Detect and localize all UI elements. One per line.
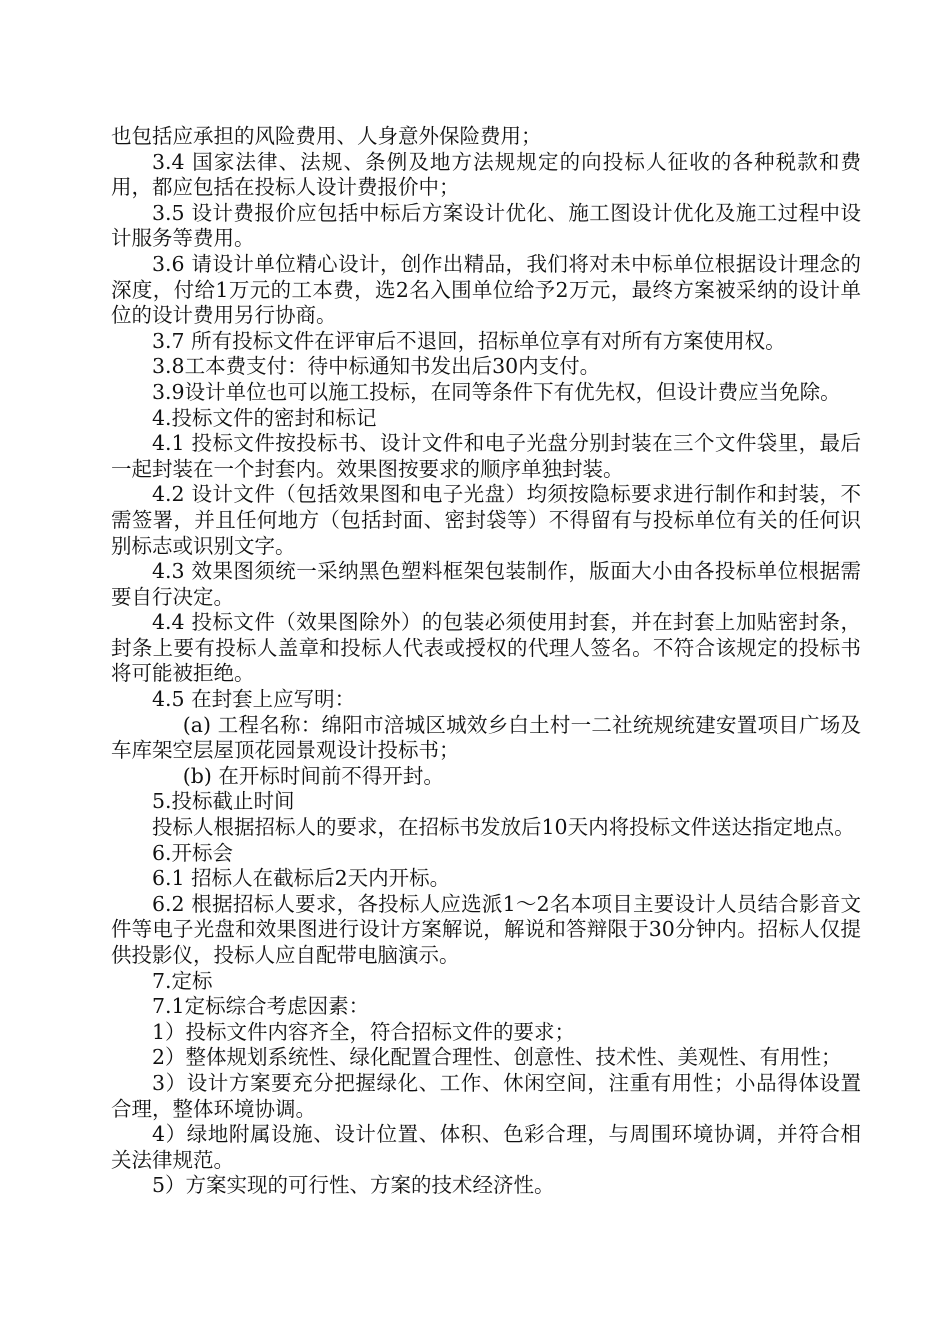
list-item-7-1-1: 1）投标文件内容齐全，符合招标文件的要求； (152, 1019, 576, 1044)
list-item-7-1-5: 5）方案实现的可行性、方案的技术经济性。 (152, 1173, 555, 1198)
section-heading-6: 6.开标会 (152, 840, 234, 865)
paragraph-4-3: 4.3 效果图须统一采纳黑色塑料框架包装制作，版面大小由各投标单位根据需要自行决定。 (111, 559, 861, 609)
paragraph-3-5: 3.5 设计费报价应包括中标后方案设计优化、施工图设计优化及施工过程中设计服务等费用。 (111, 200, 861, 251)
paragraph-4-1: 4.1 投标文件按投标书、设计文件和电子光盘分别封装在三个文件袋里，最后一起封装在一个封套内。效果图按要求的顺序单独封装。 (111, 431, 861, 481)
paragraph-4-5-a: (a) 工程名称：绵阳市涪城区城效乡白土村一二社统规统建安置项目广场及车库架空层屋顶花园景观设计投标书； (111, 712, 861, 763)
list-item-7-1-3: 3）设计方案要充分把握绿化、工作、休闲空间，注重有用性；小品得体设置合理，整体环境协调。 (111, 1070, 861, 1121)
paragraph-4-4: 4.4 投标文件（效果图除外）的包装必须使用封套，并在封套上加贴密封条，封条上要有投标人盖章和投标人代表或授权的代理人签名。不符合该规定的投标书将可能被拒绝。 (111, 610, 861, 686)
document-page (111, 124, 861, 1199)
paragraph-3-7: 3.7 所有投标文件在评审后不退回，招标单位享有对所有方案使用权。 (152, 328, 786, 353)
section-heading-5: 5.投标截止时间 (152, 789, 295, 814)
list-item-7-1-4: 4）绿地附属设施、设计位置、体积、色彩合理，与周围环境协调，并符合相关法律规范。 (111, 1122, 861, 1172)
section-heading-4: 4.投标文件的密封和标记 (152, 405, 377, 430)
list-item-7-1-2: 2）整体规划系统性、绿化配置合理性、创意性、技术性、美观性、有用性； (152, 1045, 842, 1070)
paragraph-3-6: 3.6 请设计单位精心设计，创作出精品，我们将对未中标单位根据设计理念的深度，付给1万元的工本费，选2名入围单位给予2万元，最终方案被采纳的设计单位的设计费用另行协商。 (111, 251, 861, 328)
paragraph-3-4: 3.4 国家法律、法规、条例及地方法规规定的向投标人征收的各种税款和费用，都应包括在投标人设计费报价中； (111, 149, 861, 200)
paragraph-3-9: 3.9设计单位也可以施工投标，在同等条件下有优先权，但设计费应当免除。 (152, 379, 841, 404)
paragraph-5-1: 投标人根据招标人的要求，在招标书发放后10天内将投标文件送达指定地点。 (152, 815, 855, 840)
paragraph-4-2: 4.2 设计文件（包括效果图和电子光盘）均须按隐标要求进行制作和封装，不需签署，并且任何地方（包括封面、密封袋等）不得留有与投标单位有关的任何识别标志或识别文字。 (111, 482, 861, 558)
paragraph-risk-costs-continued: 也包括应承担的风险费用、人身意外保险费用； (111, 124, 542, 148)
paragraph-4-5: 4.5 在封套上应写明： (152, 687, 356, 712)
paragraph-3-8: 3.8工本费支付：待中标通知书发出后30内支付。 (152, 354, 601, 379)
paragraph-7-1: 7.1定标综合考虑因素： (152, 994, 370, 1019)
section-heading-7: 7.定标 (152, 968, 213, 993)
paragraph-6-2: 6.2 根据招标人要求，各投标人应选派1～2名本项目主要设计人员结合影音文件等电子光盘和效果图进行设计方案解说，解说和答辩限于30分钟内。招标人仅提供投影仪，投标人应自配带电脑演示。 (111, 891, 861, 967)
paragraph-6-1: 6.1 招标人在截标后2天内开标。 (152, 866, 451, 891)
paragraph-4-5-b: (b) 在开标时间前不得开封。 (182, 763, 444, 788)
